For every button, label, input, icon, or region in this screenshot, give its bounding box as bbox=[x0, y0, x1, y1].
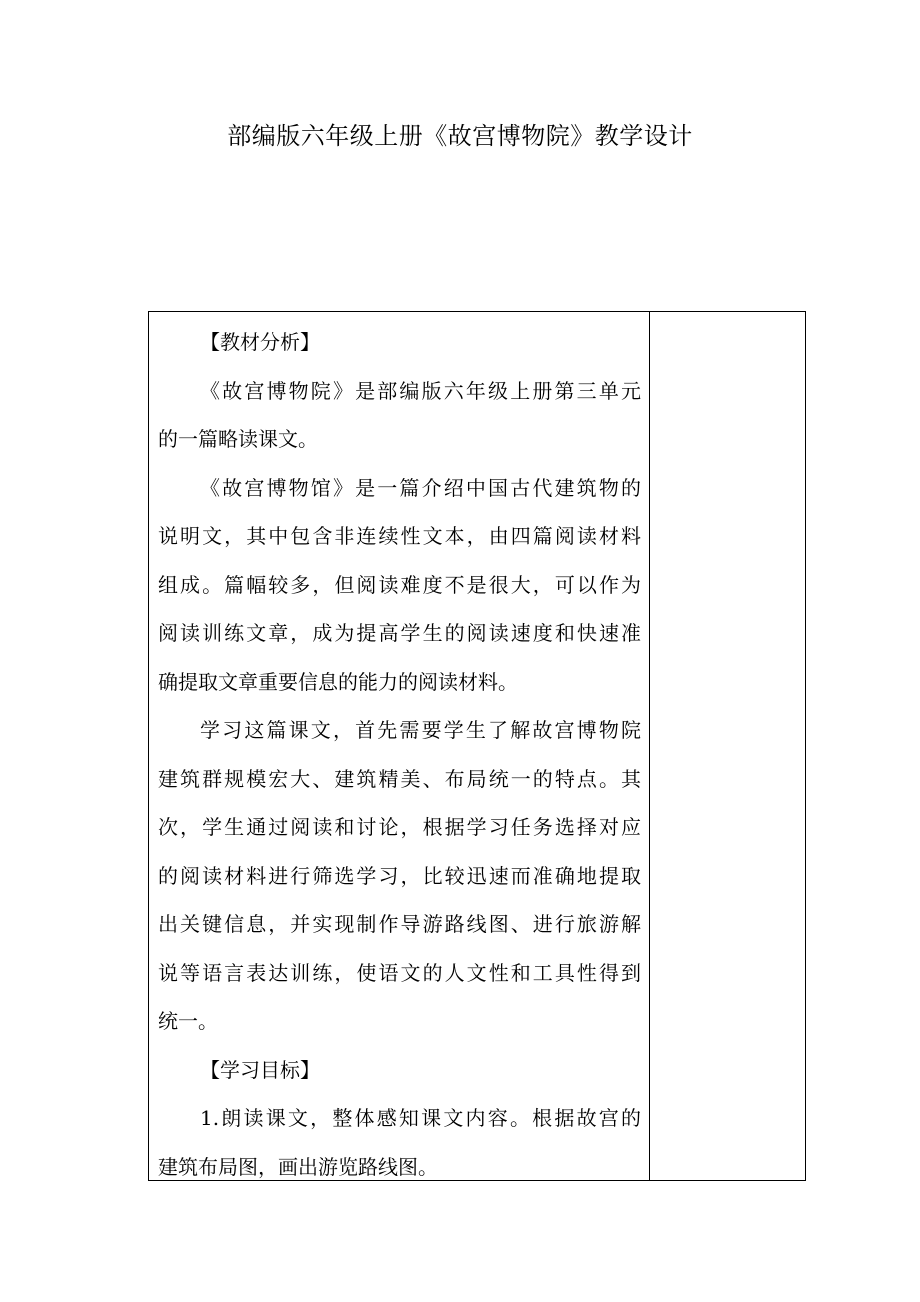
paragraph-line: 说明文，其中包含非连续性文本，由四篇阅读材料 bbox=[158, 524, 641, 548]
analysis-heading: 【教材分析】 bbox=[200, 330, 320, 354]
paragraph-line: 统一。 bbox=[158, 1009, 218, 1033]
paragraph-line: 《故宫博物馆》是一篇介绍中国古代建筑物的 bbox=[200, 475, 641, 500]
paragraph-line: 建筑布局图，画出游览路线图。 bbox=[158, 1154, 438, 1179]
paragraph-line: 出关键信息，并实现制作导游路线图、进行旅游解 bbox=[158, 912, 641, 936]
paragraph-line: 次，学生通过阅读和讨论，根据学习任务选择对应 bbox=[158, 815, 641, 839]
paragraph-line: 确提取文章重要信息的能力的阅读材料。 bbox=[158, 669, 518, 694]
paragraph-line: 《故宫博物院》是部编版六年级上册第三单元 bbox=[200, 378, 641, 403]
paragraph-line: 组成。篇幅较多，但阅读难度不是很大，可以作为 bbox=[158, 572, 641, 597]
lesson-plan-table bbox=[148, 311, 806, 1181]
paragraph-line: 阅读训练文章，成为提高学生的阅读速度和快速准 bbox=[158, 621, 641, 645]
document-title: 部编版六年级上册《故宫博物院》教学设计 bbox=[227, 122, 693, 150]
paragraph-line: 学习这篇课文，首先需要学生了解故宫博物院 bbox=[200, 718, 641, 742]
goals-heading: 【学习目标】 bbox=[200, 1057, 320, 1082]
paragraph-line: 说等语言表达训练，使语文的人文性和工具性得到 bbox=[158, 960, 641, 985]
notes-cell bbox=[650, 312, 805, 1180]
paragraph-line: 的一篇略读课文。 bbox=[158, 427, 318, 451]
content-cell bbox=[149, 312, 649, 1191]
paragraph-line: 1.朗读课文，整体感知课文内容。根据故宫的 bbox=[200, 1106, 641, 1130]
paragraph-line: 的阅读材料进行筛选学习，比较迅速而准确地提取 bbox=[158, 863, 641, 888]
paragraph-line: 建筑群规模宏大、建筑精美、布局统一的特点。其 bbox=[158, 766, 641, 791]
